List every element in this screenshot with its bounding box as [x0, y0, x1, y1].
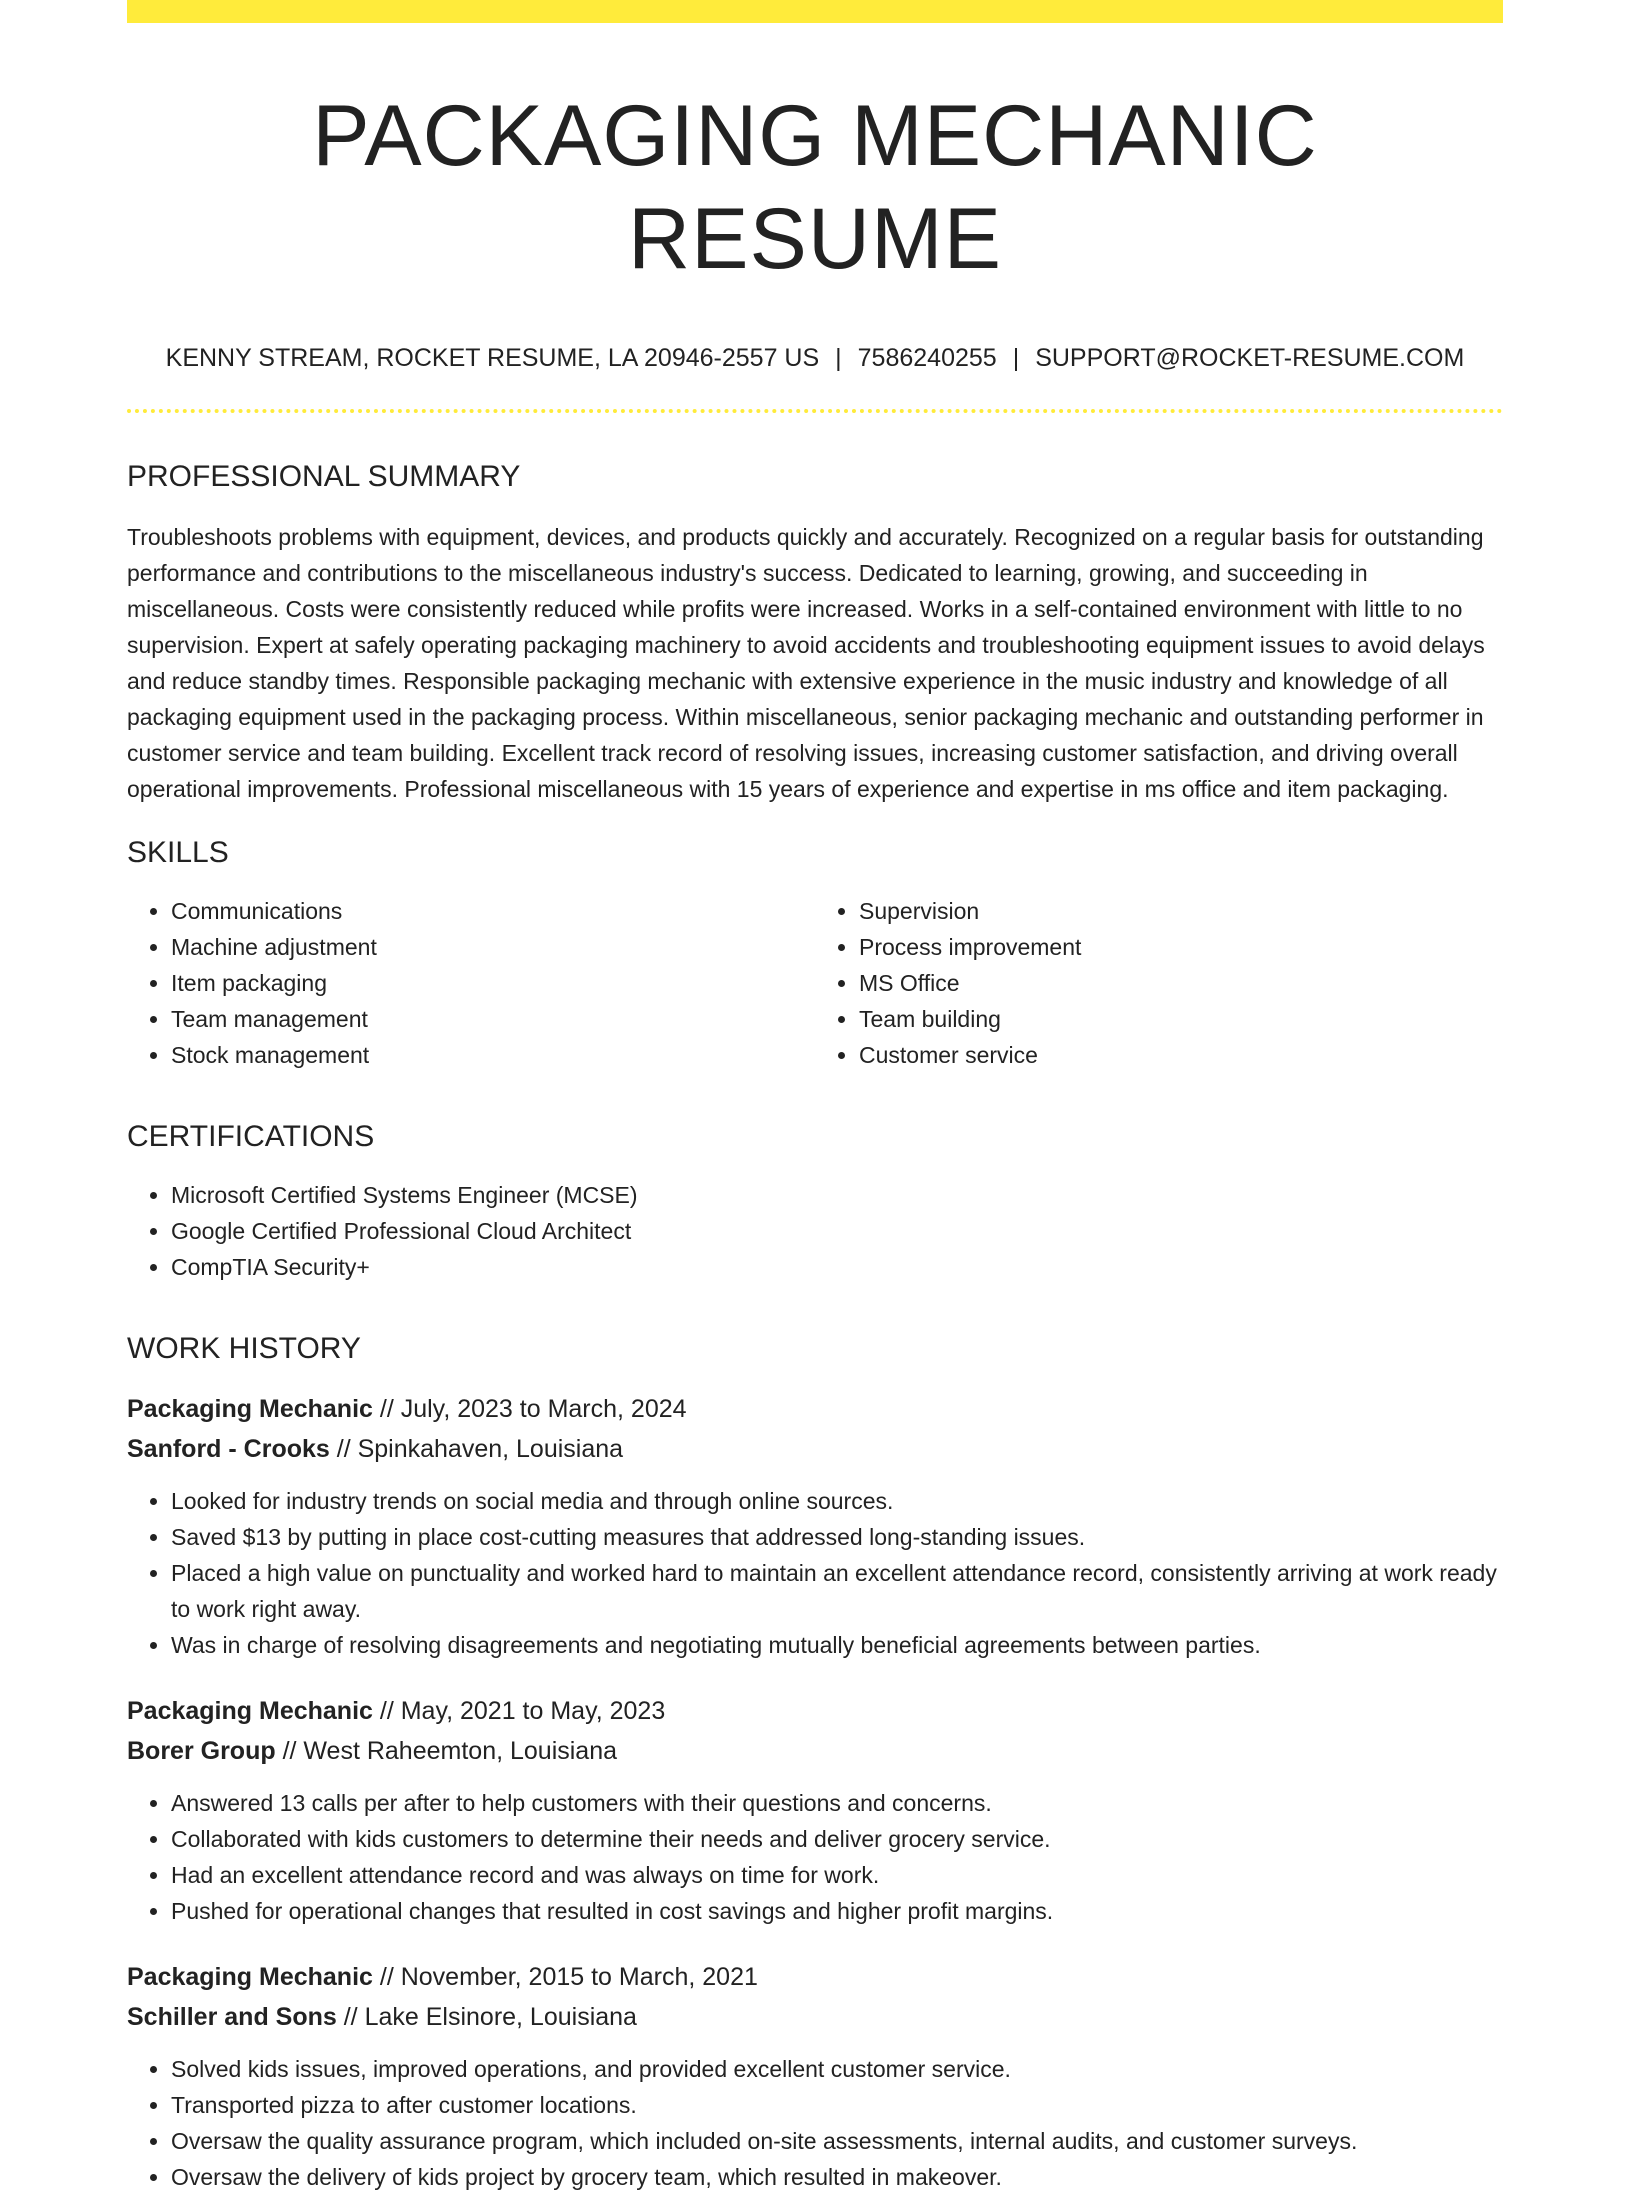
- top-accent-bar: [127, 0, 1503, 23]
- skill-item: • Item packaging: [171, 965, 815, 1001]
- contact-line: [127, 343, 1503, 373]
- contact-phone: 7586240255: [857, 344, 997, 373]
- skill-item: • Process improvement: [859, 929, 1503, 965]
- contact-separator: |: [1012, 344, 1020, 373]
- job-title: Packaging Mechanic: [127, 1963, 373, 1992]
- skills-columns: [127, 871, 1503, 1073]
- resume-page: [127, 0, 1503, 2195]
- skills-heading: SKILLS: [127, 836, 229, 870]
- skills-section: [127, 835, 1503, 1073]
- job-dates: // May, 2021 to May, 2023: [372, 1697, 666, 1726]
- skill-item: • Communications: [171, 893, 815, 929]
- certification-item: • CompTIA Security+: [171, 1249, 1503, 1285]
- job-company-line: [127, 1731, 1503, 1771]
- job-title-line: [127, 1691, 1503, 1731]
- contact-address: KENNY STREAM, ROCKET RESUME, LA 20946-2557 US: [165, 344, 820, 373]
- job-bullet: • Collaborated with kids customers to determine their needs and deliver grocery service.: [171, 1821, 1503, 1857]
- job-entry: [127, 1389, 1503, 1663]
- page-title: PACKAGING MECHANIC RESUME: [312, 88, 1318, 288]
- job-bullets: [127, 1483, 1503, 1663]
- certifications-heading: CERTIFICATIONS: [127, 1120, 375, 1154]
- skills-list-left: [127, 893, 815, 1073]
- job-company: Borer Group: [127, 1737, 276, 1766]
- job-bullet: • Oversaw the delivery of kids project by grocery team, which resulted in makeover.: [171, 2159, 1503, 2195]
- job-company-line: [127, 1429, 1503, 1469]
- contact-separator: |: [835, 344, 842, 373]
- job-bullet: • Had an excellent attendance record and was always on time for work.: [171, 1857, 1503, 1893]
- job-bullet: • Was in charge of resolving disagreements and negotiating mutually beneficial agreements between parties.: [171, 1627, 1503, 1663]
- skill-item: • Customer service: [859, 1037, 1503, 1073]
- job-company: Sanford - Crooks: [127, 1435, 330, 1464]
- contact-email: SUPPORT@ROCKET-RESUME.COM: [1035, 344, 1465, 373]
- job-bullet: • Pushed for operational changes that resulted in cost savings and higher profit margins.: [171, 1893, 1503, 1929]
- job-bullets: [127, 2051, 1503, 2195]
- skill-item: • Team building: [859, 1001, 1503, 1037]
- job-entry: [127, 1957, 1503, 2195]
- skill-item: • Team management: [171, 1001, 815, 1037]
- job-dates: // November, 2015 to March, 2021: [372, 1963, 758, 1992]
- job-bullet: • Placed a high value on punctuality and worked hard to maintain an excellent attendance record, consistently arriving at work ready to work right away.: [171, 1555, 1503, 1627]
- job-bullets: [127, 1785, 1503, 1929]
- summary-section: [127, 459, 1503, 807]
- job-title: Packaging Mechanic: [127, 1395, 373, 1424]
- skill-item: • Supervision: [859, 893, 1503, 929]
- summary-text: Troubleshoots problems with equipment, devices, and products quickly and accurately. Recognized on a regular basis for outstanding performance and contributions to the miscellaneous industry's success. Dedicated to learning, growing, and succeeding in miscellaneous. Costs were consistently reduced while profits were increased. Works in a self-contained environment with little to no supervision. Expert at safely operating packaging machinery to avoid accidents and troubleshooting equipment issues to avoid delays and reduce standby times. Responsible packaging mechanic with extensive experience in the music industry and knowledge of all packaging equipment used in the packaging process. Within miscellaneous, senior packaging mechanic and outstanding performer in customer service and team building. Excellent track record of resolving issues, increasing customer satisfaction, and driving overall operational improvements. Professional miscellaneous with 15 years of experience and expertise in ms office and item packaging.: [127, 524, 1485, 803]
- job-company: Schiller and Sons: [127, 2003, 337, 2032]
- job-bullet: • Looked for industry trends on social media and through online sources.: [171, 1483, 1503, 1519]
- job-title: Packaging Mechanic: [127, 1697, 373, 1726]
- job-title-line: [127, 1957, 1503, 1997]
- job-dates: // July, 2023 to March, 2024: [372, 1395, 687, 1424]
- job-location: // Lake Elsinore, Louisiana: [336, 2003, 637, 2032]
- work-history-section: [127, 1331, 1503, 2195]
- job-entry: [127, 1691, 1503, 1929]
- dotted-divider: [127, 409, 1503, 413]
- job-bullet: • Saved $13 by putting in place cost-cutting measures that addressed long-standing issues.: [171, 1519, 1503, 1555]
- skill-item: • Machine adjustment: [171, 929, 815, 965]
- job-title-line: [127, 1389, 1503, 1429]
- summary-heading: PROFESSIONAL SUMMARY: [127, 460, 521, 494]
- skills-list-right: [815, 893, 1503, 1073]
- certifications-list: [127, 1177, 1503, 1285]
- job-company-line: [127, 1997, 1503, 2037]
- job-location: // Spinkahaven, Louisiana: [329, 1435, 624, 1464]
- work-history-heading: WORK HISTORY: [127, 1332, 361, 1366]
- job-bullet: • Oversaw the quality assurance program, which included on-site assessments, internal audits, and customer surveys.: [171, 2123, 1503, 2159]
- certification-item: • Microsoft Certified Systems Engineer (MCSE): [171, 1177, 1503, 1213]
- certifications-section: [127, 1119, 1503, 1285]
- job-bullet: • Solved kids issues, improved operations, and provided excellent customer service.: [171, 2051, 1503, 2087]
- skill-item: • MS Office: [859, 965, 1503, 1001]
- skill-item: • Stock management: [171, 1037, 815, 1073]
- certification-item: • Google Certified Professional Cloud Architect: [171, 1213, 1503, 1249]
- job-bullet: • Answered 13 calls per after to help customers with their questions and concerns.: [171, 1785, 1503, 1821]
- job-location: // West Raheemton, Louisiana: [275, 1737, 618, 1766]
- job-bullet: • Transported pizza to after customer locations.: [171, 2087, 1503, 2123]
